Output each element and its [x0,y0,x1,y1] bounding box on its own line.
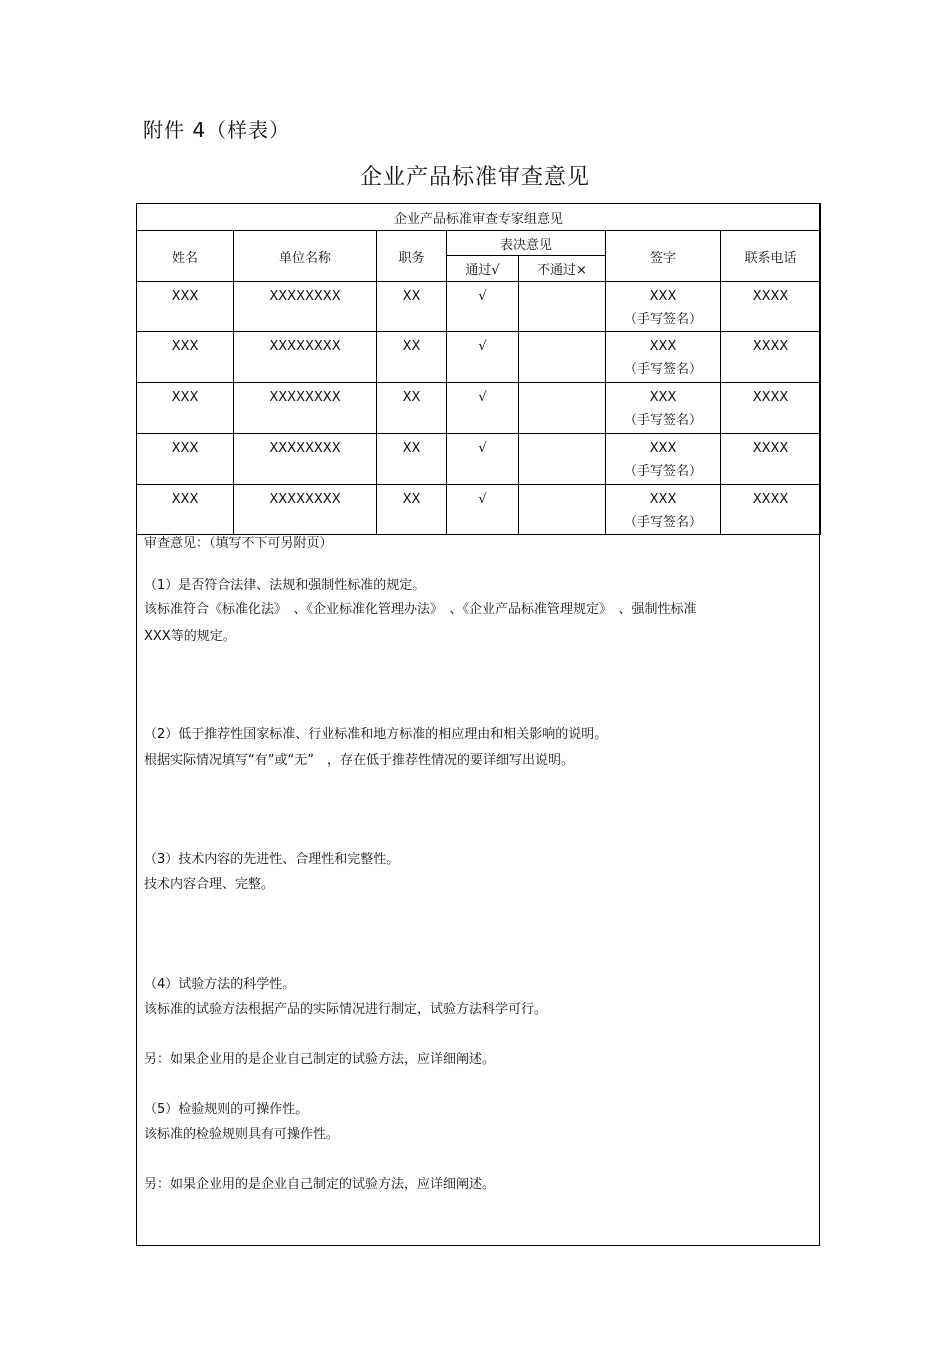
item5-title: （5）检验规则的可操作性。 [144,1102,309,1117]
table-row [137,383,821,434]
col-signature-header: 签字 [606,231,721,282]
row-position: XX [377,282,447,332]
item4-note: 另：如果企业用的是企业自己制定的试验方法，应详细阐述。 [144,1052,496,1067]
row-name: XXX [137,485,234,535]
signature-value: XXX [649,339,677,354]
col-fail-header: 不通过× [519,256,606,282]
table-row [137,485,821,535]
row-pass: √ [447,434,519,485]
table-row [137,434,821,485]
row-name: XXX [137,434,234,485]
row-phone: XXXX [721,485,821,535]
table-row [137,282,821,332]
row-phone: XXXX [721,434,821,485]
row-pass: √ [447,282,519,332]
row-fail [519,434,606,485]
row-pass: √ [447,332,519,383]
item5-note: 另：如果企业用的是企业自己制定的试验方法，应详细阐述。 [144,1177,496,1192]
row-position: XX [377,332,447,383]
page-title: 企业产品标准审查意见 [359,165,590,190]
row-signature [606,383,721,434]
col-unit-header: 单位名称 [234,231,377,282]
row-phone: XXXX [721,383,821,434]
item1-title: （1）是否符合法律、法规和强制性标准的规定。 [144,578,426,593]
col-name-header: 姓名 [137,231,234,282]
row-unit: XXXXXXXX [234,282,377,332]
row-signature [606,332,721,383]
signature-note: （手写签名） [623,515,702,530]
col-pass-header: 通过√ [447,256,519,282]
item1-text: 该标准符合《标准化法》 、《企业标准化管理办法》 、《企业产品标准管理规定》 、强制性标准 [144,602,697,617]
signature-note: （手写签名） [623,413,702,428]
row-pass: √ [447,485,519,535]
signature-value: XXX [649,492,677,507]
col-vote-header: 表决意见 [447,231,606,256]
attachment-label: 附件 4（样表） [143,118,291,142]
item2-title: （2）低于推荐性国家标准、行业标准和地方标准的相应理由和相关影响的说明。 [144,727,608,742]
row-unit: XXXXXXXX [234,332,377,383]
item4-title: （4）试验方法的科学性。 [144,977,296,992]
row-unit: XXXXXXXX [234,434,377,485]
table-row [137,332,821,383]
item4-text: 该标准的试验方法根据产品的实际情况进行制定，试验方法科学可行。 [144,1002,548,1017]
row-name: XXX [137,332,234,383]
row-signature [606,434,721,485]
col-position-header: 职务 [377,231,447,282]
signature-value: XXX [649,441,677,456]
row-phone: XXXX [721,282,821,332]
row-position: XX [377,434,447,485]
signature-value: XXX [649,289,677,304]
row-fail [519,383,606,434]
col-phone-header: 联系电话 [721,231,821,282]
row-name: XXX [137,383,234,434]
row-signature [606,282,721,332]
row-position: XX [377,383,447,434]
row-position: XX [377,485,447,535]
row-pass: √ [447,383,519,434]
signature-value: XXX [649,390,677,405]
group-header: 企业产品标准审查专家组意见 [137,204,821,231]
item5-text: 该标准的检验规则具有可操作性。 [144,1127,340,1142]
row-fail [519,332,606,383]
row-fail [519,485,606,535]
row-signature [606,485,721,535]
item3-title: （3）技术内容的先进性、合理性和完整性。 [144,852,400,867]
review-heading: 审查意见：（填写不下可另附页） [144,536,333,551]
signature-note: （手写签名） [623,312,702,327]
expert-opinion-table [136,203,821,535]
row-unit: XXXXXXXX [234,485,377,535]
row-phone: XXXX [721,332,821,383]
item2-text: 根据实际情况填写“有”或“无” ，存在低于推荐性情况的要详细写出说明。 [144,753,574,768]
item1-text-cont: XXX等的规定。 [144,629,236,644]
item3-text: 技术内容合理、完整。 [144,877,275,892]
row-name: XXX [137,282,234,332]
signature-note: （手写签名） [623,362,702,377]
row-unit: XXXXXXXX [234,383,377,434]
row-fail [519,282,606,332]
signature-note: （手写签名） [623,464,702,479]
